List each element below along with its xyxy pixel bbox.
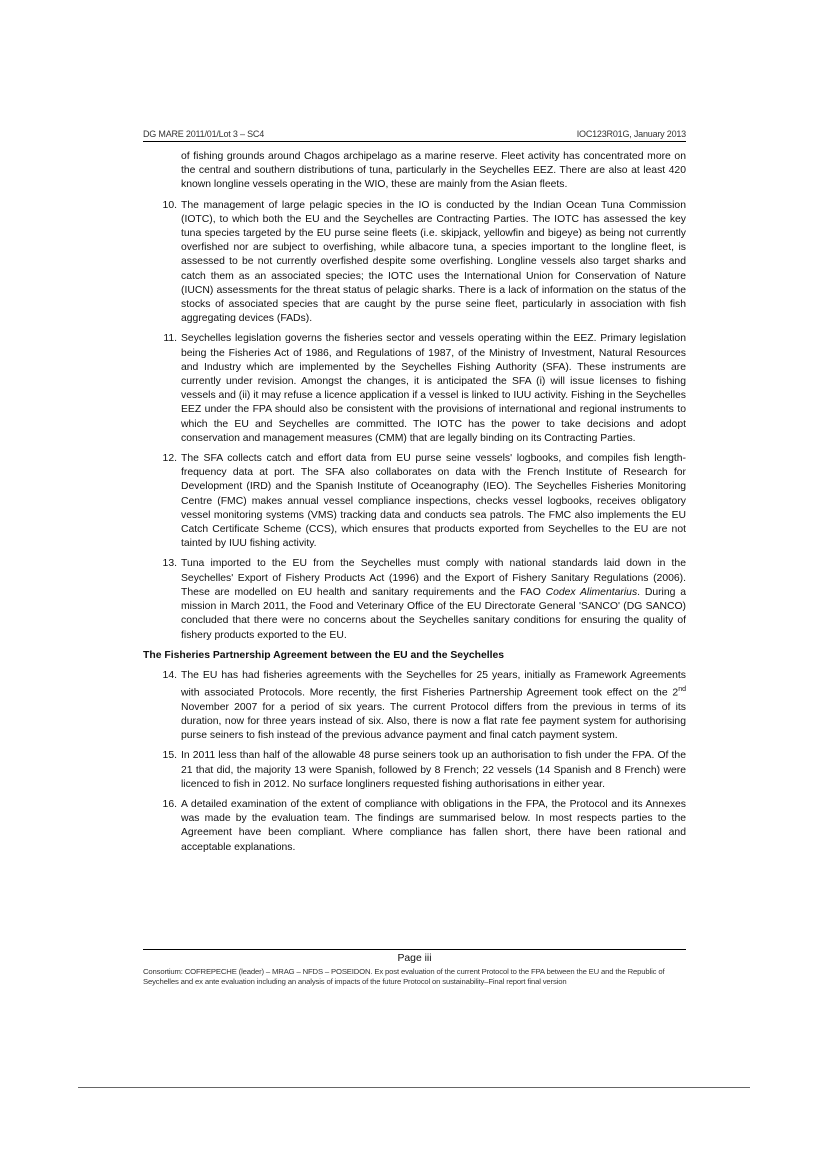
italic-term: Codex Alimentarius	[545, 586, 638, 598]
numbered-paragraph-10	[143, 199, 686, 327]
paragraph-number: 14.	[162, 669, 177, 681]
paragraph-text: In 2011 less than half of the allowable 48 purse seiners took up an authorisation to fish under the FPA. Of the 21 that did, the majority 13 were Spanish, followed by 8 French; 22 vessels (14 Spanish and 8 French) were licenced to fish in 2012. No surface longliners requested fishing authorisations in either year.	[181, 750, 686, 790]
numbered-paragraph-16	[143, 798, 686, 855]
paragraph-number: 12.	[162, 453, 177, 465]
numbered-paragraph-11	[143, 332, 686, 446]
header-left: DG MARE 2011/01/Lot 3 – SC4	[143, 129, 264, 139]
paragraph-text	[181, 557, 686, 642]
numbered-paragraph-15	[143, 749, 686, 792]
superscript: nd	[678, 686, 686, 694]
body-text	[143, 150, 686, 861]
paragraph-number: 10.	[162, 199, 177, 211]
paragraph-text: The SFA collects catch and effort data from EU purse seine vessels' logbooks, and compiles fish length-frequency data at port. The SFA also collaborates on data with the French Institute of Research for Development (IRD) and the Spanish Institute of Oceanography (IEO). The Seychelles Fisheries Monitoring Centre (FMC) makes annual vessel compliance inspections, checks vessel logbooks, receives obligatory vessel monitoring systems (VMS) tracking data and conducts sea patrols. The FMC also implements the EU Catch Certificate Scheme (CCS), which ensures that products exported from Seychelles to the EU are not tainted by IUU fishing activity.	[181, 453, 686, 550]
paragraph-number: 15.	[162, 750, 177, 762]
continued-paragraph: of fishing grounds around Chagos archipelago as a marine reserve. Fleet activity has concentrated more on the central and southern distributions of tuna, particularly in the Seychelles EEZ. There are also at least 420 known longline vessels operating in the WIO, these are mainly from the Asian fleets.	[181, 151, 686, 191]
numbered-paragraph-12	[143, 452, 686, 551]
header-right: IOC123R01G, January 2013	[576, 129, 686, 139]
paragraph-text: Seychelles legislation governs the fisheries sector and vessels operating within the EEZ. Primary legislation being the Fisheries Act of 1986, and Regulations of 1987, of the Ministry of Investment, Natural Resources and Industry which are implemented by the Seychelles Fishing Authority (SFA). These instruments are currently under revision. Amongst the changes, it is anticipated the SFA (i) will issue licenses to fishing vessels and (ii) it may refuse a licence application if a vessel is linked to IUU activity. Fishing in the Seychelles EEZ under the FPA should also be consistent with the provisions of international and regional instruments to which the EU and Seychelles are committed. The IOTC has the power to take decisions and adopt conservation and management measures (CMM) that are legally binding on its Contracting Parties.	[181, 333, 686, 444]
page-number: Page iii	[397, 953, 432, 964]
paragraph-text	[181, 669, 686, 743]
paragraph-text: A detailed examination of the extent of compliance with obligations in the FPA, the Protocol and its Annexes was made by the evaluation team. The findings are summarised below. In most respects parties to the Agreement have been compliant. Where compliance has fallen short, there have been rational and acceptable explanations.	[181, 799, 686, 853]
page-bottom-line	[78, 1087, 750, 1088]
paragraph-number: 11.	[163, 333, 177, 345]
paragraph-text: The management of large pelagic species in the IO is conducted by the Indian Ocean Tuna Commission (IOTC), to which both the EU and the Seychelles are Contracting Parties. The IOTC has assessed the key tuna species targeted by the EU purse seine fleets (i.e. skipjack, yellowfin and bigeye) as being not currently overfished nor are subject to overfishing, while albacore tuna, a species important to the longline fleet, is assessed to be not currently overfished despite some overfishing. Longline vessels also target sharks and catch them as an associated species; the IOTC uses the International Union for Conservation of Nature (IUCN) assessments for the threat status of pelagic sharks. There is a lack of information on the status of the stocks of associated species that are caught by the purse seine fleet, particularly in association with fish aggregating devices (FADs).	[181, 199, 686, 325]
text-part: The EU has had fisheries agreements with the Seychelles for 25 years, initially as Framework Agreements with associated Protocols. More recently, the first Fisheries Partnership Agreement took effect on the 2	[181, 669, 686, 699]
numbered-paragraph-14	[143, 669, 686, 743]
section-heading: The Fisheries Partnership Agreement between the EU and the Seychelles	[143, 649, 505, 661]
numbered-paragraph-13	[143, 557, 686, 642]
text-part: Tuna imported to the EU from the Seychelles must comply with national standards laid down in the Seychelles' Export of Fishery Products Act (1996) and the Export of Fishery Sanitary Regulations (2006). These are modelled on EU health and sanitary requirements and the FAO	[181, 558, 686, 598]
text-part: . During a mission in March 2011, the Food and Veterinary Office of the EU Directorate General 'SANCO' (DG SANCO) concluded that there were no concerns about the Seychelles sanitary conditions for ensuring the quality of fishery products exported to the EU.	[181, 586, 686, 641]
text-part: November 2007 for a period of six years. The current Protocol differs from the previous in terms of its duration, now for three years instead of six. Also, there is now a flat rate fee payment system for authorising purse seiners to fish instead of the previous advance payment and final catch payment system.	[181, 701, 686, 742]
paragraph-number: 13.	[162, 558, 177, 570]
paragraph-number: 16.	[162, 799, 177, 810]
footer-text: Consortium: COFREPECHE (leader) – MRAG – NFDS – POSEIDON. Ex post evaluation of the current Protocol to the FPA between the EU and the Republic of Seychelles and ex ante evaluation including an analysis of impacts of the future Protocol on sustainability–Final report final version	[143, 967, 665, 986]
footer-divider	[143, 949, 686, 950]
header-divider	[143, 141, 686, 142]
